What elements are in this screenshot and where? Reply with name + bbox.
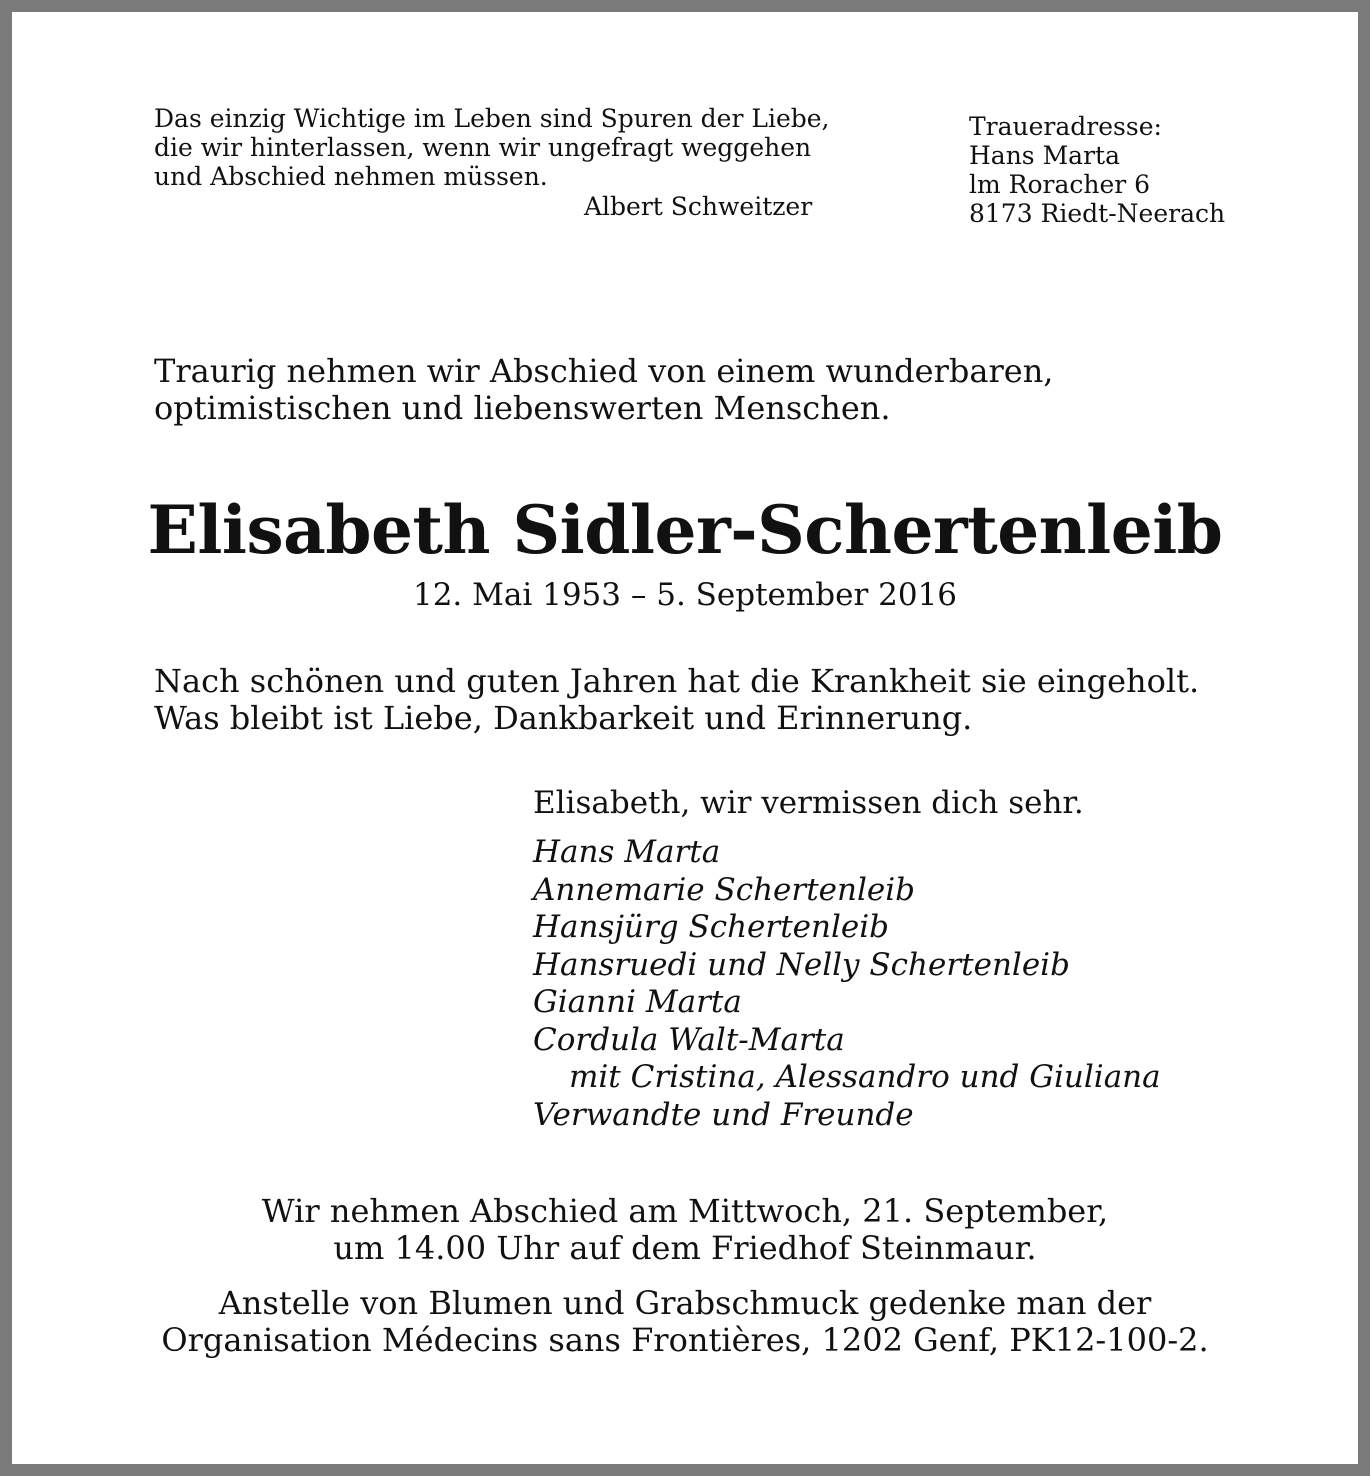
quote-line: und Abschied nehmen müssen. (154, 162, 548, 191)
intro-text (154, 353, 1053, 427)
mourner-name: Hans Marta (533, 834, 721, 870)
mourners-list (533, 834, 1161, 1134)
deceased-name: Elisabeth Sidler-Schertenleib (147, 491, 1223, 569)
mourner-name: Annemarie Schertenleib (533, 871, 915, 908)
mourner-children: mit Cristina, Alessandro und Giuliana (569, 1059, 1161, 1095)
service-info (12, 1193, 1358, 1267)
mourner-name: Verwandte und Freunde (533, 1096, 914, 1133)
address-label: Traueradresse: (969, 112, 1162, 141)
service-line: Wir nehmen Abschied am Mittwoch, 21. September, (261, 1192, 1109, 1230)
address-city: 8173 Riedt-Neerach (969, 199, 1226, 228)
donation-info (12, 1285, 1358, 1359)
reflection-line: Was bleibt ist Liebe, Dankbarkeit und Erinnerung. (154, 699, 973, 737)
mourner-name: Cordula Walt-Marta (533, 1021, 845, 1058)
reflection-line: Nach schönen und guten Jahren hat die Krankheit sie eingeholt. (154, 662, 1200, 700)
quote-author: Albert Schweitzer (584, 192, 813, 221)
address-street: lm Roracher 6 (969, 170, 1151, 199)
quote-line: Das einzig Wichtige im Leben sind Spuren der Liebe, (154, 104, 830, 133)
epigraph-quote (154, 104, 830, 191)
intro-line: Traurig nehmen wir Abschied von einem wunderbaren, (154, 352, 1054, 390)
donation-line: Organisation Médecins sans Frontières, 1202 Genf, PK12-100-2. (161, 1321, 1209, 1359)
mourner-name: Gianni Marta (533, 984, 742, 1020)
quote-line: die wir hinterlassen, wenn wir ungefragt weggehen (154, 133, 812, 162)
intro-line: optimistischen und liebenswerten Menschen. (154, 389, 891, 427)
life-dates: 12. Mai 1953 – 5. September 2016 (412, 577, 958, 613)
address-name: Hans Marta (969, 141, 1120, 170)
service-line: um 14.00 Uhr auf dem Friedhof Steinmaur. (333, 1229, 1037, 1267)
obituary-page (12, 12, 1358, 1464)
mourner-name: Hansjürg Schertenleib (533, 909, 890, 945)
reflection-text (154, 663, 1199, 737)
donation-line: Anstelle von Blumen und Grabschmuck gedenke man der (218, 1284, 1152, 1322)
mourning-address (969, 112, 1225, 228)
miss-line: Elisabeth, wir vermissen dich sehr. (533, 785, 1084, 821)
mourner-name: Hansruedi und Nelly Schertenleib (533, 946, 1070, 983)
